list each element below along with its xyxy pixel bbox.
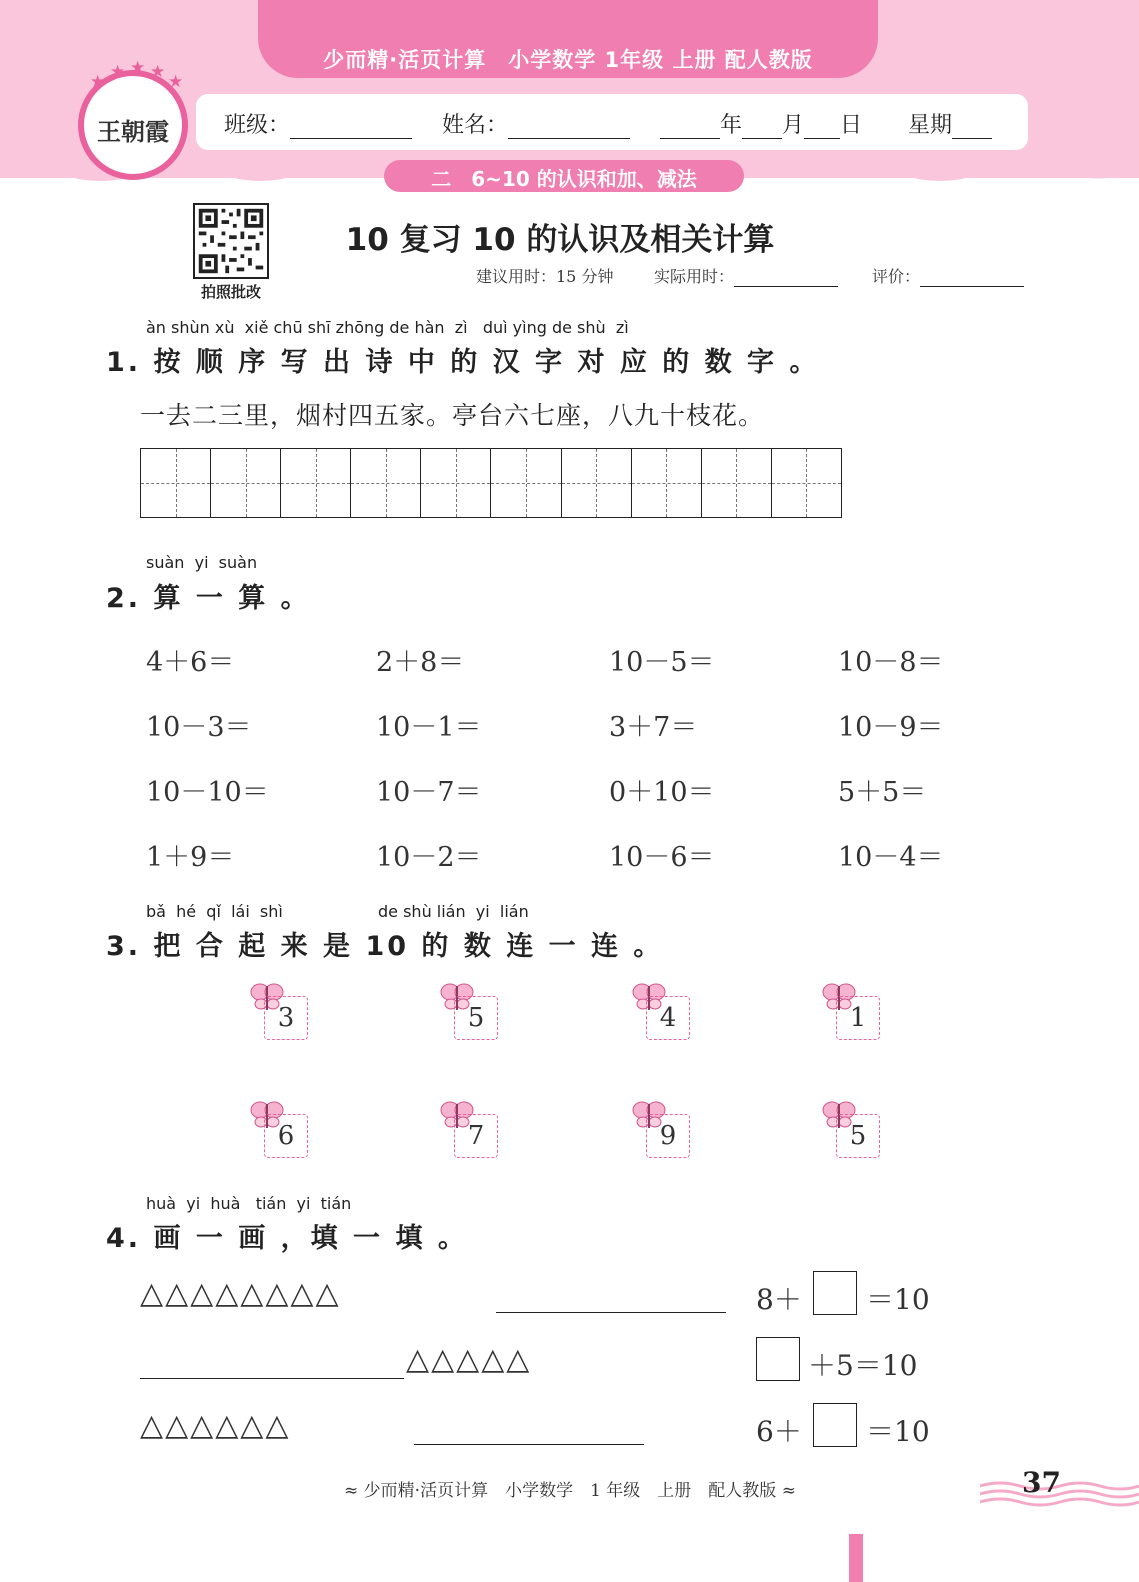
class-label: 班级： [224,113,291,138]
draw-line[interactable] [140,1377,404,1379]
number-card[interactable]: 6 [264,1114,308,1158]
suggested-time: 建议用时：15 分钟 [476,267,614,286]
eq-right: ＝10 [866,1283,930,1316]
eq-left: 6＋ [756,1415,802,1448]
q2-heading: 2. 算 一 算 。 [106,583,311,614]
star-icon: ★ [130,58,146,78]
series-title: 少而精·活页计算 小学数学 1年级 上册 配人教版 [323,48,813,72]
equation: 10－3＝ [146,712,252,743]
page-number: 37 [1022,1466,1061,1499]
q1-writing-grid[interactable] [140,448,842,518]
grid-cell[interactable] [772,449,841,517]
draw-line[interactable] [414,1443,644,1445]
month-label: 月 [782,113,805,138]
eq-left: 8＋ [756,1283,802,1316]
equation: 10－4＝ [838,842,944,873]
q1-poem: 一去二三里，烟村四五家。亭台六七座，八九十枝花。 [140,401,765,430]
name-field[interactable] [442,108,630,139]
answer-box[interactable] [813,1271,857,1315]
equation: 1＋9＝ [146,842,235,873]
number-card[interactable]: 7 [454,1114,498,1158]
number-card[interactable]: 4 [646,996,690,1040]
grid-cell[interactable] [421,449,491,517]
equation: 10－2＝ [376,842,482,873]
actual-time-field[interactable] [654,264,838,287]
number-card[interactable]: 5 [836,1114,880,1158]
number-card[interactable]: 1 [836,996,880,1040]
triangle-row: △△△△△△ [140,1408,291,1443]
equation: 0＋10＝ [609,777,715,808]
logo [78,58,188,180]
week-label: 星期 [908,113,953,138]
lesson-title: 10 复习 10 的认识及相关计算 [345,222,775,258]
grid-cell[interactable] [281,449,351,517]
qr-caption: 拍照批改 [200,283,261,301]
day-label: 日 [840,113,863,138]
answer-box[interactable] [813,1403,857,1447]
equation: 10－5＝ [609,647,715,678]
q1-pinyin: àn shùn xù xiě chū shī zhōng de hàn zì duì yìng de shù zì [146,318,629,337]
draw-line[interactable] [496,1311,726,1313]
equation: 2＋8＝ [376,647,465,678]
actual-time-label: 实际用时： [654,267,735,286]
eq-right: ＝10 [866,1415,930,1448]
rating-field[interactable] [872,264,1024,287]
q2-pinyin: suàn yi suàn [146,553,258,572]
equation: 10－10＝ [146,777,269,808]
footer-text: ≈ 少而精·活页计算 小学数学 1 年级 上册 配人教版 ≈ [344,1481,796,1501]
qr-code[interactable] [193,203,269,279]
week-field[interactable] [908,108,992,139]
logo-name: 王朝霞 [97,117,169,146]
equation: 4＋6＝ [146,647,235,678]
grid-cell[interactable] [632,449,702,517]
equation: 10－1＝ [376,712,482,743]
star-icon: ★ [110,62,126,82]
name-label: 姓名： [442,113,509,138]
class-field[interactable] [224,108,412,139]
equation: 10－8＝ [838,647,944,678]
number-card[interactable]: 5 [454,996,498,1040]
rating-label: 评价： [872,267,921,286]
eq-right: ＋5＝10 [808,1349,918,1382]
equation: 10－6＝ [609,842,715,873]
grid-cell[interactable] [351,449,421,517]
grid-cell[interactable] [702,449,772,517]
number-card[interactable]: 3 [264,996,308,1040]
unit-title: 二 6~10 的认识和加、减法 [431,167,697,191]
q1-heading: 1. 按 顺 序 写 出 诗 中 的 汉 字 对 应 的 数 字 。 [106,347,820,378]
answer-box[interactable] [756,1337,800,1381]
grid-cell[interactable] [211,449,281,517]
number-card[interactable]: 9 [646,1114,690,1158]
grid-cell[interactable] [141,449,211,517]
equation: 10－7＝ [376,777,482,808]
triangle-row: △△△△△ [406,1342,532,1377]
triangle-row: △△△△△△△△ [140,1276,341,1311]
star-icon: ★ [90,72,106,92]
q3-pinyin-a: bǎ hé qǐ lái shì [146,902,283,921]
grid-cell[interactable] [562,449,632,517]
star-icon: ★ [150,62,166,82]
star-icon: ★ [168,72,184,92]
equation: 5＋5＝ [838,777,927,808]
year-label: 年 [720,113,743,138]
equation: 3＋7＝ [609,712,698,743]
grid-cell[interactable] [491,449,561,517]
q4-heading: 4. 画 一 画 ，填 一 填 。 [106,1223,468,1254]
q4-pinyin: huà yi huà tián yi tián [146,1194,352,1213]
q3-heading: 3. 把 合 起 来 是 10 的 数 连 一 连 。 [106,931,664,962]
q3-pinyin-b: de shù lián yi lián [378,902,529,921]
date-field[interactable] [660,108,862,139]
edge-tab [849,1534,863,1582]
equation: 10－9＝ [838,712,944,743]
